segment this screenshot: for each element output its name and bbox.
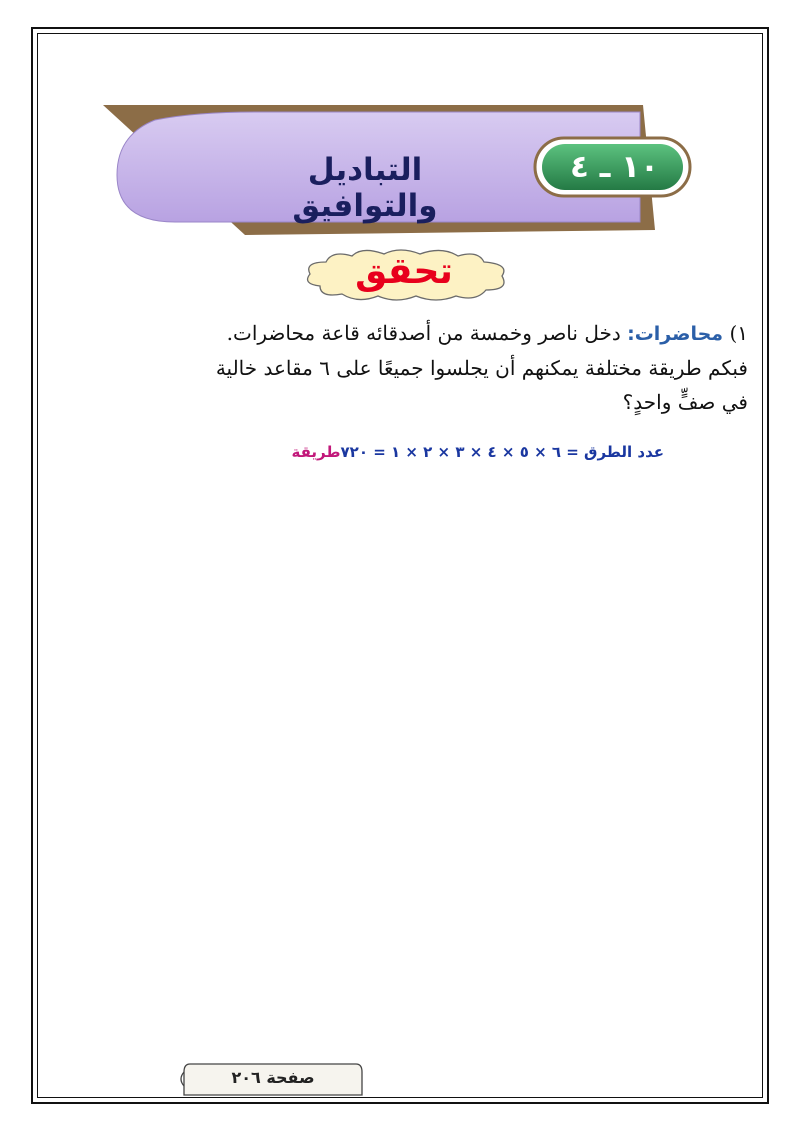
problem-number: ١) bbox=[729, 321, 748, 345]
problem-text bbox=[88, 316, 748, 419]
check-label: تحقق bbox=[355, 251, 453, 292]
lesson-title: التباديل والتوافيق bbox=[292, 152, 438, 224]
problem-line-3: في صفٍّ واحدٍ؟ bbox=[622, 390, 748, 414]
lesson-header bbox=[95, 100, 695, 250]
check-badge bbox=[296, 248, 512, 302]
page-number: صفحة ٢٠٦ bbox=[231, 1068, 315, 1087]
page-number-tag bbox=[178, 1062, 368, 1097]
answer-unit: طريقة bbox=[291, 443, 341, 461]
answer-line bbox=[292, 443, 664, 461]
answer-equation: عدد الطرق = ٦ × ٥ × ٤ × ٣ × ٢ × ١ = ٧٢٠ bbox=[340, 443, 664, 461]
problem-keyword: محاضرات: bbox=[627, 323, 724, 345]
problem-line-1-text: دخل ناصر وخمسة من أصدقائه قاعة محاضرات. bbox=[226, 321, 621, 345]
problem-line-1 bbox=[88, 316, 748, 351]
lesson-number: ١٠ ـ ٤ bbox=[570, 149, 659, 185]
problem-line-2: فبكم طريقة مختلفة يمكنهم أن يجلسوا جميعًا على ٦ مقاعد خالية bbox=[215, 356, 748, 380]
